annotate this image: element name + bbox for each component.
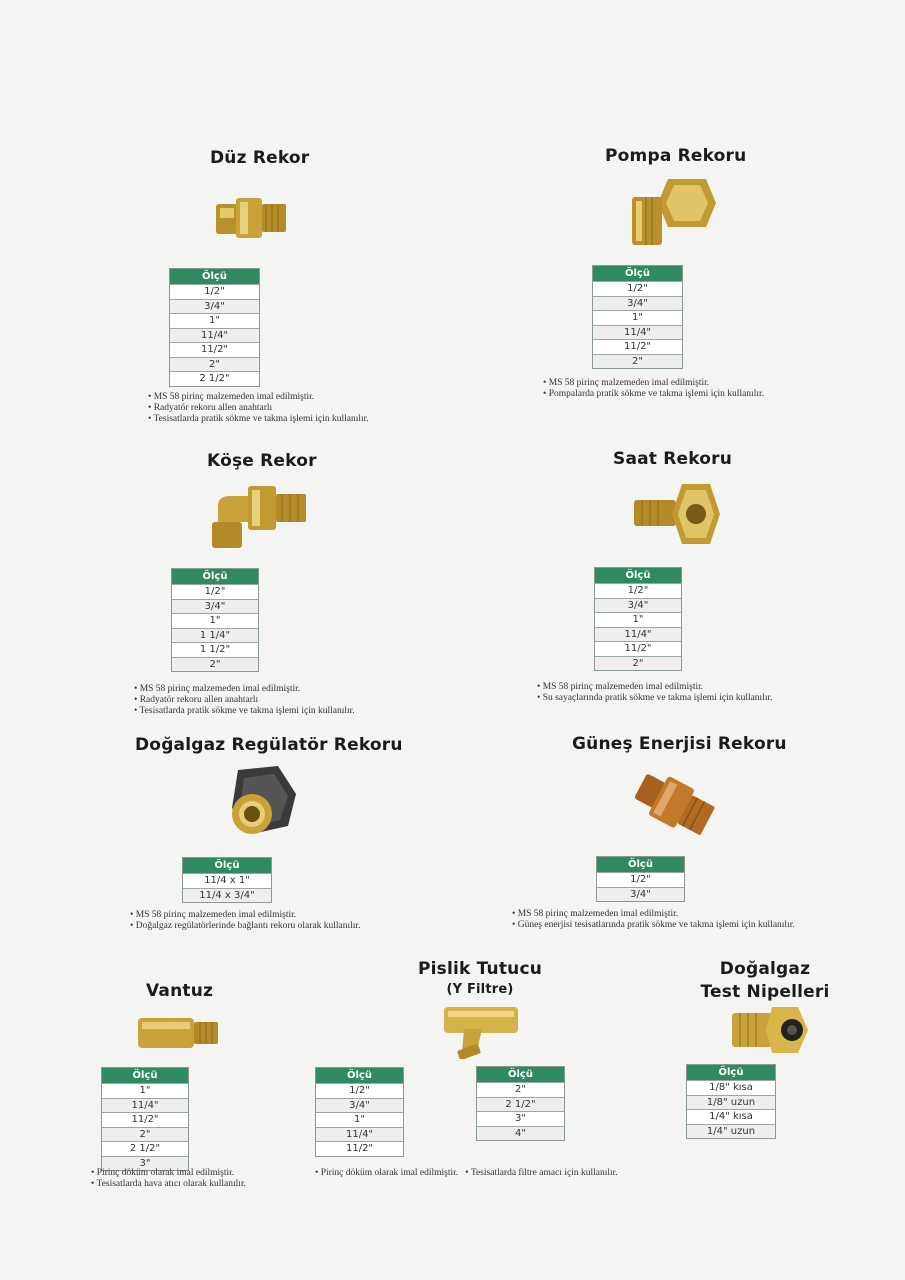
pislik-tutucu-subtitle: (Y Filtre) bbox=[446, 982, 514, 997]
test-nipelleri-title-line1: Doğalgaz bbox=[719, 959, 811, 979]
size-cell: 2" bbox=[593, 354, 682, 369]
size-header: Ölçü bbox=[102, 1068, 188, 1083]
size-cell: 11/2" bbox=[595, 641, 681, 656]
size-cell: 1/4" kısa bbox=[687, 1109, 775, 1124]
size-cell: 1" bbox=[595, 612, 681, 627]
size-cell: 11/2" bbox=[102, 1112, 188, 1127]
note-item: • Tesisatlarda pratik sökme ve takma işlemi için kullanılır. bbox=[134, 706, 355, 717]
saat-rekoru-notes bbox=[537, 682, 773, 704]
size-cell: 1/2" bbox=[595, 583, 681, 598]
size-cell: 11/2" bbox=[170, 342, 259, 357]
size-cell: 2 1/2" bbox=[477, 1097, 564, 1112]
pislik-tutucu-notes: • Pirinç döküm olarak imal edilmiştir. • Tesisatlarda filtre amacı için kullanılır. bbox=[315, 1168, 618, 1178]
size-cell: 11/4" bbox=[595, 627, 681, 642]
kose-rekor-title: Köşe Rekor bbox=[207, 451, 317, 471]
dogalgaz-regulator-size-table bbox=[182, 857, 272, 903]
size-cell: 4" bbox=[477, 1126, 564, 1141]
size-header: Ölçü bbox=[595, 568, 681, 583]
size-cell: 11/4" bbox=[316, 1127, 403, 1142]
kose-rekor-size-table bbox=[171, 568, 259, 672]
duz-rekor-notes bbox=[148, 392, 369, 425]
gunes-enerjisi-notes bbox=[512, 909, 795, 931]
size-cell: 2 1/2" bbox=[102, 1141, 188, 1156]
size-cell: 11/2" bbox=[316, 1141, 403, 1156]
size-cell: 1" bbox=[172, 613, 258, 628]
size-cell: 1/2" bbox=[316, 1083, 403, 1098]
dogalgaz-regulator-photo bbox=[208, 764, 300, 844]
size-cell: 3/4" bbox=[316, 1098, 403, 1113]
size-cell: 3/4" bbox=[172, 599, 258, 614]
pompa-rekoru-photo bbox=[628, 175, 718, 253]
size-header: Ölçü bbox=[477, 1067, 564, 1082]
pislik-tutucu-title: Pislik Tutucu bbox=[417, 959, 543, 979]
size-cell: 2 1/2" bbox=[170, 371, 259, 386]
note-item: • MS 58 pirinç malzemeden imal edilmiştir. bbox=[148, 392, 369, 403]
note-item: • Güneş enerjisi tesisatlarında pratik sökme ve takma işlemi için kullanılır. bbox=[512, 920, 795, 931]
dogalgaz-regulator-notes bbox=[130, 910, 360, 932]
note-item: • Radyatör rekoru allen anahtarlı bbox=[148, 403, 369, 414]
size-cell: 3/4" bbox=[593, 296, 682, 311]
size-header: Ölçü bbox=[593, 266, 682, 281]
kose-rekor-photo bbox=[208, 482, 312, 552]
note-item: • Su sayaçlarında pratik sökme ve takma işlemi için kullanılır. bbox=[537, 693, 773, 704]
duz-rekor-title: Düz Rekor bbox=[210, 148, 310, 168]
vantuz-size-table bbox=[101, 1067, 189, 1171]
size-cell: 2" bbox=[172, 657, 258, 672]
size-cell: 1 1/4" bbox=[172, 628, 258, 643]
note-item: • Tesisatlarda pratik sökme ve takma işlemi için kullanılır. bbox=[148, 414, 369, 425]
size-cell: 11/2" bbox=[593, 339, 682, 354]
note-item: • Pompalarda pratik sökme ve takma işlemi için kullanılır. bbox=[543, 389, 764, 400]
test-nipelleri-size-table bbox=[686, 1064, 776, 1139]
note-item: • Radyatör rekoru allen anahtarlı bbox=[134, 695, 355, 706]
gunes-enerjisi-size-table bbox=[596, 856, 685, 902]
note-item: Tesisatlarda filtre amacı için kullanılır. bbox=[470, 1168, 618, 1178]
pompa-rekoru-size-table bbox=[592, 265, 683, 369]
size-cell: 1" bbox=[170, 313, 259, 328]
size-cell: 11/4 x 3/4" bbox=[183, 888, 271, 903]
size-cell: 1/2" bbox=[172, 584, 258, 599]
size-cell: 1 1/2" bbox=[172, 642, 258, 657]
note-item: • Pirinç döküm olarak imal edilmiştir. bbox=[91, 1168, 246, 1179]
note-item: • MS 58 pirinç malzemeden imal edilmiştir. bbox=[512, 909, 795, 920]
pompa-rekoru-notes bbox=[543, 378, 764, 400]
size-cell: 11/4" bbox=[170, 328, 259, 343]
test-nipelleri-photo bbox=[728, 1003, 814, 1057]
gunes-enerjisi-title: Güneş Enerjisi Rekoru bbox=[572, 734, 787, 754]
size-header: Ölçü bbox=[597, 857, 684, 872]
size-cell: 11/4 x 1" bbox=[183, 873, 271, 888]
size-cell: 3" bbox=[102, 1156, 188, 1171]
size-cell: 1/2" bbox=[593, 281, 682, 296]
duz-rekor-size-table bbox=[169, 268, 260, 387]
size-header: Ölçü bbox=[316, 1068, 403, 1083]
kose-rekor-notes bbox=[134, 684, 355, 717]
note-item: • MS 58 pirinç malzemeden imal edilmiştir. bbox=[130, 910, 360, 921]
size-cell: 11/4" bbox=[593, 325, 682, 340]
size-cell: 1" bbox=[593, 310, 682, 325]
size-header: Ölçü bbox=[687, 1065, 775, 1080]
size-header: Ölçü bbox=[172, 569, 258, 584]
size-cell: 3/4" bbox=[595, 598, 681, 613]
size-cell: 2" bbox=[595, 656, 681, 671]
test-nipelleri-title-line2: Test Nipelleri bbox=[700, 982, 830, 1002]
vantuz-photo bbox=[134, 1010, 222, 1054]
note-item: Pirinç döküm olarak imal edilmiştir. bbox=[320, 1168, 459, 1178]
dogalgaz-regulator-title: Doğalgaz Regülatör Rekoru bbox=[135, 735, 403, 755]
size-cell: 2" bbox=[102, 1127, 188, 1142]
note-item: • MS 58 pirinç malzemeden imal edilmiştir. bbox=[134, 684, 355, 695]
size-cell: 3/4" bbox=[597, 887, 684, 902]
pislik-tutucu-size-table-right bbox=[476, 1066, 565, 1141]
size-cell: 1/8" kısa bbox=[687, 1080, 775, 1095]
saat-rekoru-photo bbox=[630, 480, 722, 548]
pompa-rekoru-title: Pompa Rekoru bbox=[605, 146, 747, 166]
pislik-tutucu-photo bbox=[442, 1003, 520, 1059]
pislik-tutucu-size-table-left bbox=[315, 1067, 404, 1157]
size-cell: 3" bbox=[477, 1111, 564, 1126]
size-cell: 3/4" bbox=[170, 299, 259, 314]
note-item: • Doğalgaz regülatörlerinde bağlantı rekoru olarak kullanılır. bbox=[130, 921, 360, 932]
size-cell: 1/2" bbox=[170, 284, 259, 299]
vantuz-notes bbox=[91, 1168, 246, 1190]
size-cell: 1/2" bbox=[597, 872, 684, 887]
saat-rekoru-size-table bbox=[594, 567, 682, 671]
note-item: • MS 58 pirinç malzemeden imal edilmiştir. bbox=[543, 378, 764, 389]
size-cell: 2" bbox=[477, 1082, 564, 1097]
size-cell: 1" bbox=[316, 1112, 403, 1127]
size-cell: 1" bbox=[102, 1083, 188, 1098]
saat-rekoru-title: Saat Rekoru bbox=[613, 449, 733, 469]
gunes-enerjisi-photo bbox=[630, 766, 720, 842]
size-cell: 2" bbox=[170, 357, 259, 372]
size-cell: 1/4" uzun bbox=[687, 1124, 775, 1139]
size-cell: 11/4" bbox=[102, 1098, 188, 1113]
note-item: • Tesisatlarda hava atıcı olarak kullanılır. bbox=[91, 1179, 246, 1190]
size-header: Ölçü bbox=[183, 858, 271, 873]
size-header: Ölçü bbox=[170, 269, 259, 284]
vantuz-title: Vantuz bbox=[146, 981, 214, 1001]
size-cell: 1/8" uzun bbox=[687, 1095, 775, 1110]
note-item: • MS 58 pirinç malzemeden imal edilmiştir. bbox=[537, 682, 773, 693]
duz-rekor-photo bbox=[212, 190, 292, 246]
